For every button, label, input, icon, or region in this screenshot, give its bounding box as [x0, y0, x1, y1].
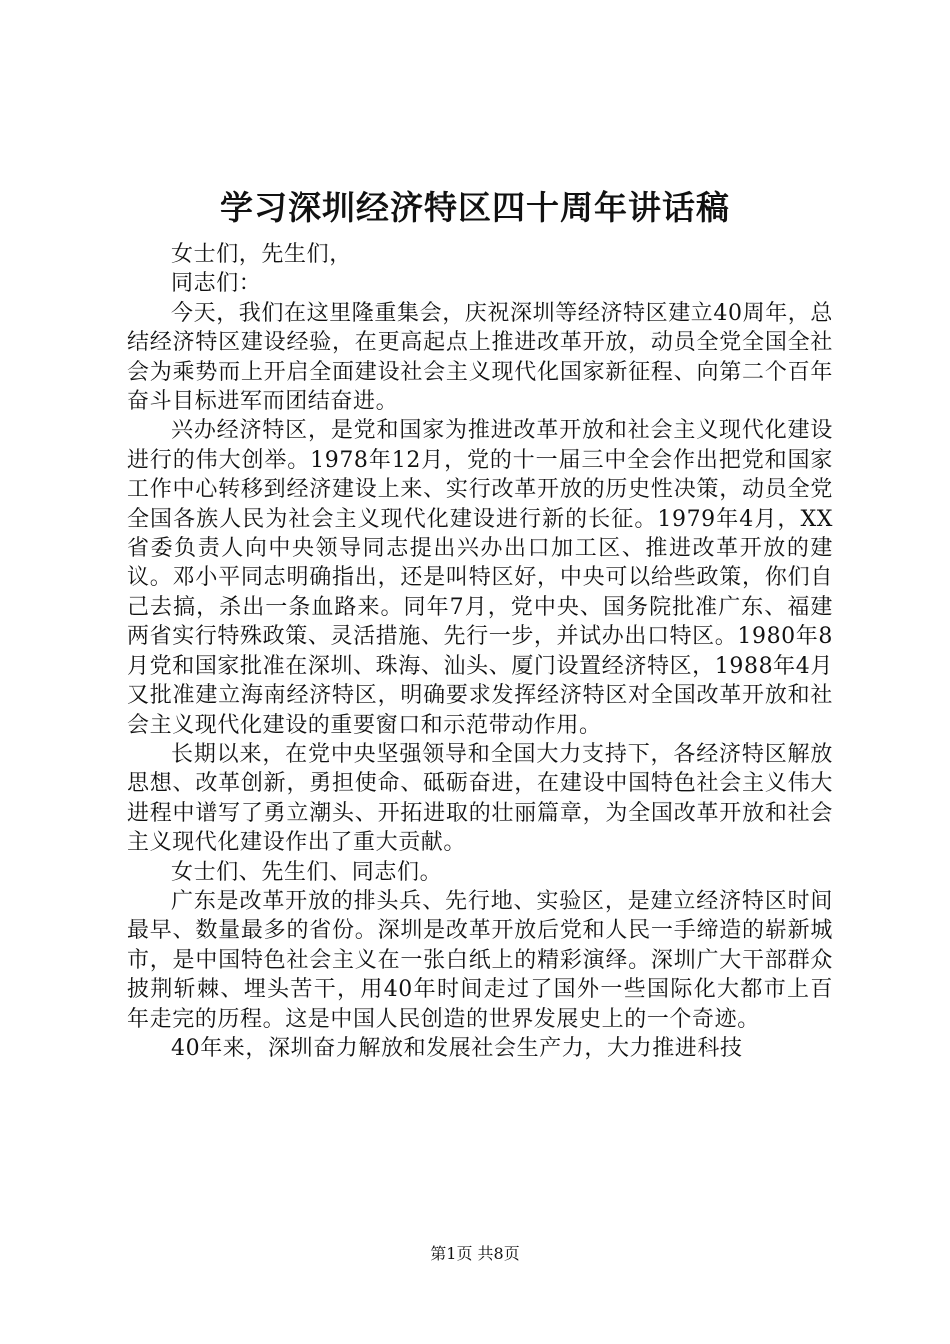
- paragraph: 长期以来，在党中央坚强领导和全国大力支持下，各经济特区解放思想、改革创新，勇担使命、砥砺奋进，在建设中国特色社会主义伟大进程中谱写了勇立潮头、开拓进取的壮丽篇章，为全国改革开放和社会主义现代化建设作出了重大贡献。: [127, 741, 833, 856]
- paragraph: 广东是改革开放的排头兵、先行地、实验区，是建立经济特区时间最早、数量最多的省份。深圳是改革开放后党和人民一手缔造的崭新城市，是中国特色社会主义在一张白纸上的精彩演绎。深圳广大干部群众披荆斩棘、埋头苦干，用40年时间走过了国外一些国际化大都市上百年走完的历程。这是中国人民创造的世界发展史上的一个奇迹。: [127, 888, 833, 1032]
- paragraph: 40年来，深圳奋力解放和发展社会生产力，大力推进科技: [171, 1035, 743, 1061]
- paragraph-salutation-1: 女士们，先生们，: [171, 242, 352, 267]
- document-title: 学习深圳经济特区四十周年讲话稿: [220, 188, 730, 227]
- paragraph: 兴办经济特区，是党和国家为推进改革开放和社会主义现代化建设进行的伟大创举。1978年12月，党的十一届三中全会作出把党和国家工作中心转移到经济建设上来、实行改革开放的历史性决策，动员全党全国各族人民为社会主义现代化建设进行新的长征。1979年4月，XX省委负责人向中央领导同志提出兴办出口加工区、推进改革开放的建议。邓小平同志明确指出，还是叫特区好，中央可以给些政策，你们自己去搞，杀出一条血路来。同年7月，党中央、国务院批准广东、福建两省实行特殊政策、灵活措施、先行一步，并试办出口特区。1980年8月党和国家批准在深圳、珠海、汕头、厦门设置经济特区，1988年4月又批准建立海南经济特区，明确要求发挥经济特区对全国改革开放和社会主义现代化建设的重要窗口和示范带动作用。: [127, 418, 833, 738]
- document-body: [127, 240, 833, 1063]
- paragraph: 今天，我们在这里隆重集会，庆祝深圳等经济特区建立40周年，总结经济特区建设经验，在更高起点上推进改革开放，动员全党全国全社会为乘势而上开启全面建设社会主义现代化国家新征程、向第二个百年奋斗目标进军而团结奋进。: [127, 300, 833, 415]
- paragraph-salutation-2: 同志们：: [171, 271, 262, 297]
- page-number: 第1页 共8页: [430, 1244, 520, 1263]
- paragraph-salutation-3: 女士们、先生们、同志们。: [171, 859, 443, 885]
